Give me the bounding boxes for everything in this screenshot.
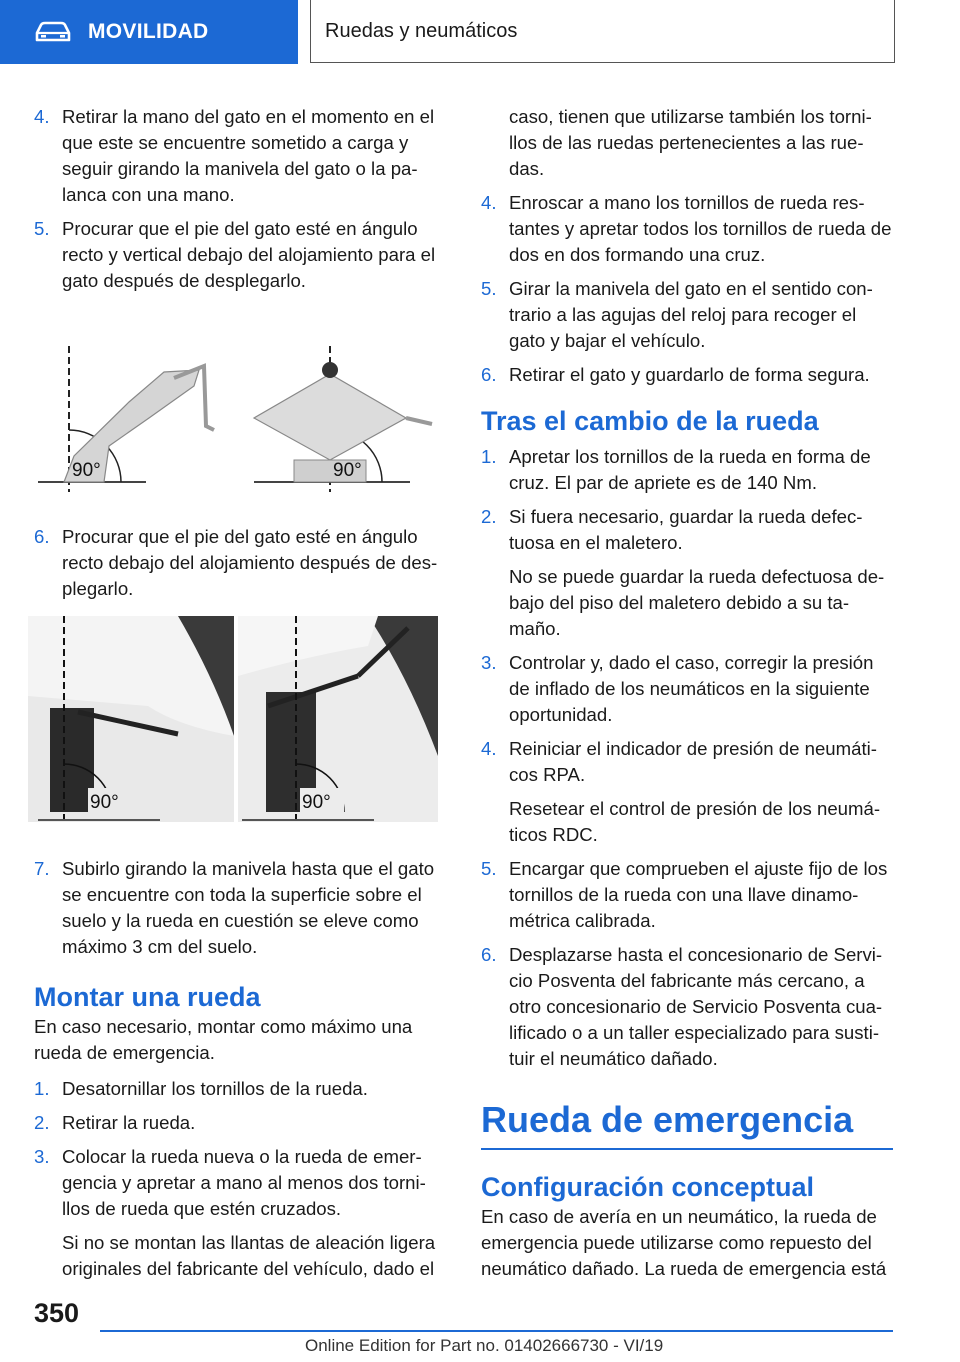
- step-item: [34, 1110, 444, 1136]
- step-number: 1.: [481, 446, 497, 467]
- config-text: En caso de avería en un neumático, la rueda de emergencia puede utilizarse como repuesto del neumático dañado. La rueda de emergencia está: [481, 1205, 887, 1279]
- step-number: 2.: [481, 506, 497, 527]
- step-text: Desatornillar los tornillos de la rueda.: [62, 1078, 368, 1099]
- page-number: 350: [34, 1298, 80, 1328]
- section-title: MOVILIDAD: [88, 20, 209, 43]
- jack-angle-diagram: [34, 346, 444, 506]
- left-column: [34, 104, 444, 1290]
- step-number: 6.: [34, 526, 50, 547]
- step-item: [34, 104, 444, 208]
- angle-label-1: 90°: [72, 460, 101, 481]
- step-text: Apretar los tornillos de la rueda en forma de cruz. El par de apriete es de 140 Nm.: [509, 446, 871, 493]
- step-number: 6.: [481, 364, 497, 385]
- step-note: No se puede guardar la rueda defectuosa de‐ bajo del piso del maletero debido a su ta‐ maño.: [509, 566, 885, 639]
- step-item: [481, 362, 893, 388]
- step-number: 2.: [34, 1112, 50, 1133]
- step-number: 4.: [481, 192, 497, 213]
- continuation-text: caso, tienen que utilizarse también los torni‐ llos de las ruedas pertenecientes a las rue‐ das.: [509, 106, 872, 179]
- step-text: Procurar que el pie del gato esté en ángulo recto y vertical debajo del alojamiento para el gato después de desplegarlo.: [62, 218, 436, 291]
- step-number: 5.: [34, 218, 50, 239]
- step-number: 5.: [481, 858, 497, 879]
- car-icon: [34, 21, 72, 43]
- step-text: Si fuera necesario, guardar la rueda defec‐ tuosa en el maletero.: [509, 506, 863, 553]
- step-number: 3.: [34, 1146, 50, 1167]
- heading-rueda-emergencia: Rueda de emergencia: [481, 1099, 854, 1140]
- step-text: Retirar el gato y guardarlo de forma segura.: [509, 364, 870, 385]
- step-text: Procurar que el pie del gato esté en ángulo recto debajo del alojamiento después de des‐ plegarlo.: [62, 526, 438, 599]
- chapter-header: [310, 0, 895, 63]
- step-number: 7.: [34, 858, 50, 879]
- right-column: [481, 104, 893, 1292]
- step-item: [481, 942, 893, 1072]
- footer-rule: [100, 1330, 893, 1332]
- step-item: [481, 650, 893, 728]
- step-item: [34, 216, 444, 294]
- step-item: [481, 276, 893, 354]
- step-item: [481, 444, 893, 496]
- step-note: Resetear el control de presión de los neumá‐ ticos RDC.: [509, 798, 881, 845]
- jack-photo-diagram: [28, 616, 438, 822]
- step-text: Subirlo girando la manivela hasta que el gato se encuentre con toda la superficie sobre el suelo y la rueda en cuestión se eleve como máximo 3 cm del suelo.: [62, 858, 435, 957]
- step-text: Retirar la rueda.: [62, 1112, 196, 1133]
- section-tab: [0, 0, 298, 64]
- montar-intro: En caso necesario, montar como máximo una rueda de emergencia.: [34, 1016, 413, 1063]
- step-text: Enroscar a mano los tornillos de rueda res‐ tantes y apretar todos los tornillos de rueda de dos en dos formando una cruz.: [509, 192, 892, 265]
- step-number: 4.: [34, 106, 50, 127]
- step-number: 3.: [481, 652, 497, 673]
- heading-config: Configuración conceptual: [481, 1171, 815, 1202]
- angle-label-3: 90°: [90, 792, 119, 813]
- step-number: 5.: [481, 278, 497, 299]
- footer-edition: Online Edition for Part no. 01402666730 - VI/19: [305, 1336, 664, 1355]
- heading-rule: [481, 1148, 893, 1150]
- heading-montar: Montar una rueda: [34, 982, 261, 1012]
- step-text: Colocar la rueda nueva o la rueda de emer‐ gencia y apretar a mano al menos dos torni‐ llos de rueda que estén cruzados.: [62, 1146, 426, 1219]
- step-text: Encargar que comprueben el ajuste fijo de los tornillos de la rueda con una llave dinamo‐ métrica calibrada.: [509, 858, 888, 931]
- step-item: [34, 856, 444, 960]
- step-item: [34, 1076, 444, 1102]
- step-item: [481, 190, 893, 268]
- step-text: Girar la manivela del gato en el sentido con‐ trario a las agujas del reloj para recoger el gato y bajar el vehículo.: [509, 278, 873, 351]
- step-number: 6.: [481, 944, 497, 965]
- step-text: Desplazarse hasta el concesionario de Servi‐ cio Posventa del fabricante más cercano, a otro concesionario de Servicio Posventa cua‐ lificado o a un taller especializado para susti‐ tuir el neumático dañado.: [509, 944, 883, 1069]
- step-number: 1.: [34, 1078, 50, 1099]
- step-number: 4.: [481, 738, 497, 759]
- step-item: [481, 504, 893, 642]
- angle-label-2: 90°: [333, 460, 362, 481]
- step-note: Si no se montan las llantas de aleación ligera originales del fabricante del vehículo, dado el: [62, 1232, 436, 1279]
- step-item: [34, 1144, 444, 1282]
- step-item: [34, 524, 444, 602]
- heading-tras: Tras el cambio de la rueda: [481, 406, 819, 436]
- step-item: [481, 856, 893, 934]
- step-text: Reiniciar el indicador de presión de neumáti‐ cos RPA.: [509, 738, 877, 785]
- step-item: [481, 736, 893, 848]
- step-text: Retirar la mano del gato en el momento en el que este se encuentre sometido a carga y seguir girando la manivela del gato o la pa‐ lanca con una mano.: [62, 106, 435, 205]
- step-text: Controlar y, dado el caso, corregir la presión de inflado de los neumáticos en la siguiente oportunidad.: [509, 652, 874, 725]
- angle-label-4: 90°: [302, 792, 331, 813]
- chapter-title: Ruedas y neumáticos: [325, 19, 518, 42]
